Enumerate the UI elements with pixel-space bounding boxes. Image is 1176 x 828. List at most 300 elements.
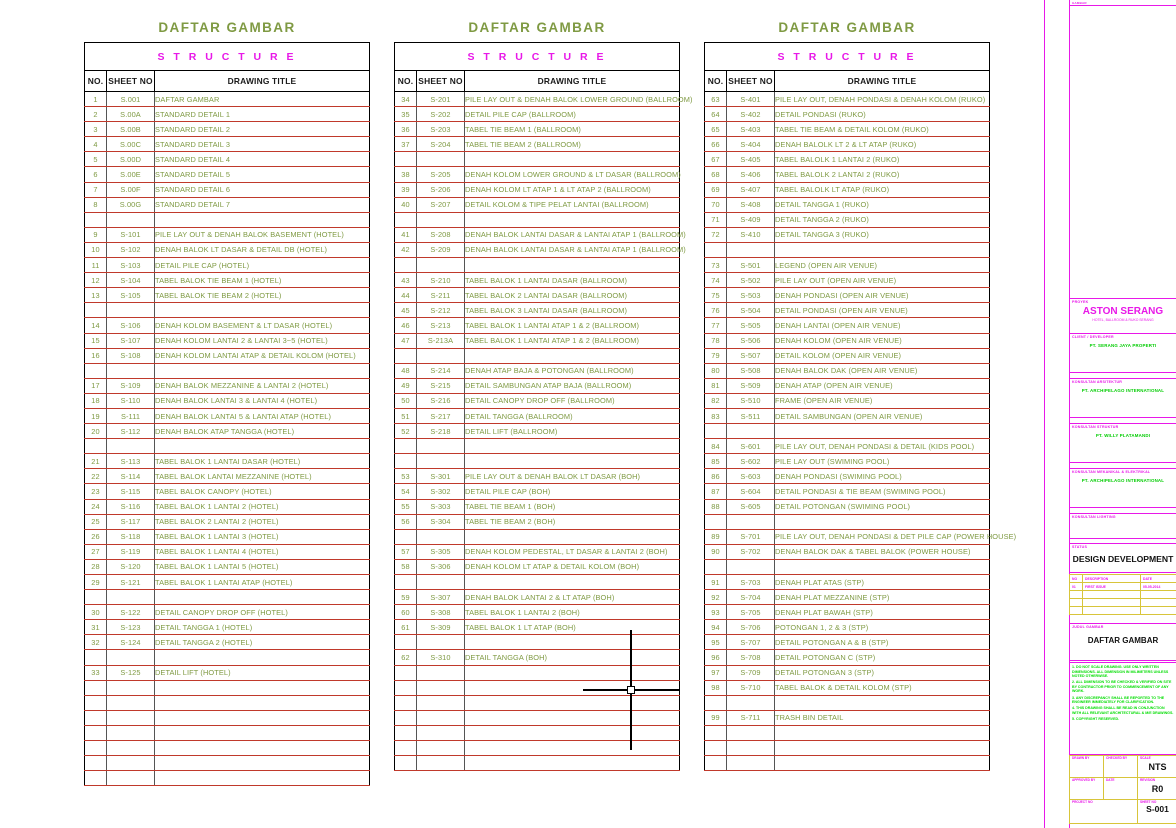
row-sheet-no: S-106	[107, 318, 155, 333]
table-row[interactable]	[395, 484, 680, 499]
table-row[interactable]	[85, 258, 370, 273]
table-row[interactable]	[395, 665, 680, 680]
table-row[interactable]	[395, 650, 680, 665]
row-sheet-no	[417, 725, 465, 740]
row-number	[395, 635, 417, 650]
discipline-header-2: S T R U C T U R E	[395, 43, 680, 71]
row-sheet-no: S-501	[727, 258, 775, 273]
table-row[interactable]	[85, 741, 370, 756]
row-sheet-no: S-206	[417, 182, 465, 197]
row-sheet-no: S-503	[727, 288, 775, 303]
me-consultant-section	[1069, 468, 1176, 508]
table-row[interactable]	[85, 137, 370, 152]
table-row[interactable]	[85, 665, 370, 680]
row-drawing-title: POTONGAN 1, 2 & 3 (STP)	[775, 620, 990, 635]
table-row[interactable]	[705, 258, 990, 273]
row-sheet-no: S-117	[107, 514, 155, 529]
table-row[interactable]	[85, 273, 370, 288]
row-number: 31	[85, 620, 107, 635]
table-row[interactable]	[85, 680, 370, 695]
table-row[interactable]	[705, 348, 990, 363]
row-sheet-no	[107, 771, 155, 786]
row-drawing-title: DETAIL SAMBUNGAN ATAP BAJA (BALLROOM)	[465, 378, 680, 393]
row-sheet-no	[417, 756, 465, 771]
table-row[interactable]	[395, 559, 680, 574]
table-row[interactable]	[85, 182, 370, 197]
structure-name: PT. WILLY PLATAMANDI	[1095, 433, 1151, 438]
table-row[interactable]	[395, 242, 680, 257]
table-row[interactable]	[395, 363, 680, 378]
row-sheet-no: S-709	[727, 665, 775, 680]
row-drawing-title: DAFTAR GAMBAR	[155, 92, 370, 107]
row-number: 59	[395, 590, 417, 605]
table-row[interactable]	[85, 92, 370, 107]
table-row[interactable]	[85, 212, 370, 227]
table-row[interactable]	[705, 620, 990, 635]
table-row[interactable]	[705, 725, 990, 740]
row-drawing-title: PILE LAY OUT, DENAH PONDASI & DENAH KOLOM (RUKO)	[775, 92, 990, 107]
table-row[interactable]	[705, 665, 990, 680]
table-row[interactable]	[85, 439, 370, 454]
row-sheet-no: S-602	[727, 454, 775, 469]
row-drawing-title: TABEL BALOK 1 LANTAI 2 (HOTEL)	[155, 499, 370, 514]
note-item: 3. ANY DISCREPANCY SHALL BE REPORTED TO THE ENGINEER IMMEDIATELY FOR CLARIFICATION.	[1072, 695, 1165, 705]
table-row[interactable]	[395, 288, 680, 303]
row-drawing-title: DETAIL TANGGA 2 (RUKO)	[775, 212, 990, 227]
table-row[interactable]	[395, 167, 680, 182]
table-row[interactable]	[395, 424, 680, 439]
row-drawing-title: STANDARD DETAIL 6	[155, 182, 370, 197]
row-sheet-no: S-113	[107, 454, 155, 469]
row-drawing-title: DETAIL CANOPY DROP OFF (BALLROOM)	[465, 393, 680, 408]
row-number: 47	[395, 333, 417, 348]
table-row[interactable]	[705, 137, 990, 152]
table-row[interactable]	[395, 348, 680, 363]
col-header-sheet-3: SHEET NO	[727, 71, 775, 92]
table-row[interactable]	[395, 227, 680, 242]
row-drawing-title	[775, 424, 990, 439]
revision-row[interactable]	[1070, 599, 1176, 607]
table-row[interactable]	[395, 756, 680, 771]
project-subtitle: HOTEL, BALLROOM & RUKO SERANG	[1092, 318, 1154, 322]
table-row[interactable]	[85, 318, 370, 333]
date-value	[1106, 782, 1135, 784]
row-sheet-no: S-205	[417, 167, 465, 182]
table-row[interactable]	[85, 650, 370, 665]
row-number: 26	[85, 529, 107, 544]
table-row[interactable]	[395, 544, 680, 559]
table-row[interactable]	[705, 273, 990, 288]
row-number: 57	[395, 544, 417, 559]
table-row[interactable]	[395, 620, 680, 635]
row-drawing-title	[465, 529, 680, 544]
table-row[interactable]	[395, 303, 680, 318]
row-sheet-no: S-405	[727, 152, 775, 167]
row-sheet-no: S-302	[417, 484, 465, 499]
table-row[interactable]	[705, 167, 990, 182]
row-number	[705, 756, 727, 771]
table-row[interactable]	[85, 333, 370, 348]
row-sheet-no: S-707	[727, 635, 775, 650]
row-sheet-no: S-109	[107, 378, 155, 393]
table-row[interactable]	[395, 92, 680, 107]
scale-label: SCALE	[1140, 756, 1151, 760]
table-row[interactable]	[705, 303, 990, 318]
table-row[interactable]	[395, 529, 680, 544]
table-row[interactable]	[85, 771, 370, 786]
row-number	[85, 650, 107, 665]
table-row[interactable]	[705, 242, 990, 257]
table-row[interactable]	[85, 303, 370, 318]
row-drawing-title: DENAH LANTAI (OPEN AIR VENUE)	[775, 318, 990, 333]
row-number	[85, 363, 107, 378]
row-drawing-title: DETAIL TANGGA 1 (RUKO)	[775, 197, 990, 212]
col-header-drawing-2: DRAWING TITLE	[465, 71, 680, 92]
table-row[interactable]	[395, 695, 680, 710]
row-number: 65	[705, 122, 727, 137]
row-drawing-title: DENAH KOLOM LT ATAP 1 & LT ATAP 2 (BALLROOM)	[465, 182, 680, 197]
row-number: 21	[85, 454, 107, 469]
row-drawing-title: DENAH KOLOM LOWER GROUND & LT DASAR (BALLROOM)	[465, 167, 680, 182]
table-row[interactable]	[85, 363, 370, 378]
row-sheet-no: S-110	[107, 393, 155, 408]
row-number: 62	[395, 650, 417, 665]
table-row[interactable]	[85, 424, 370, 439]
table-row[interactable]	[705, 695, 990, 710]
row-number: 46	[395, 318, 417, 333]
row-number: 42	[395, 242, 417, 257]
table-row[interactable]	[85, 756, 370, 771]
row-sheet-no: S-409	[727, 212, 775, 227]
row-number: 55	[395, 499, 417, 514]
row-sheet-no: S-207	[417, 197, 465, 212]
table-row[interactable]	[85, 242, 370, 257]
row-sheet-no	[107, 212, 155, 227]
table-row[interactable]	[85, 469, 370, 484]
row-number: 80	[705, 363, 727, 378]
row-number: 86	[705, 469, 727, 484]
table-row[interactable]	[85, 544, 370, 559]
table-row[interactable]	[85, 408, 370, 423]
row-number: 10	[85, 242, 107, 257]
row-drawing-title: DENAH KOLOM BASEMENT & LT DASAR (HOTEL)	[155, 318, 370, 333]
table-row[interactable]	[85, 499, 370, 514]
table-row[interactable]	[395, 122, 680, 137]
table-row[interactable]	[705, 454, 990, 469]
row-number: 15	[85, 333, 107, 348]
table-row[interactable]	[85, 590, 370, 605]
row-number: 70	[705, 197, 727, 212]
row-number: 88	[705, 499, 727, 514]
row-drawing-title: DETAIL KOLOM & TIPE PELAT LANTAI (BALLROOM)	[465, 197, 680, 212]
table-row[interactable]	[705, 182, 990, 197]
row-drawing-title: DENAH PLAT MEZZANINE (STP)	[775, 590, 990, 605]
table-row[interactable]	[395, 725, 680, 740]
me-name: PT. ARCHIPELAGO INTERNATIONAL	[1081, 478, 1165, 483]
revision-table	[1069, 574, 1176, 615]
row-sheet-no: S-120	[107, 559, 155, 574]
table-row[interactable]	[705, 393, 990, 408]
table-row[interactable]	[705, 288, 990, 303]
row-drawing-title: DETAIL PILE CAP (BOH)	[465, 484, 680, 499]
row-drawing-title: TABEL TIE BEAM & DETAIL KOLOM (RUKO)	[775, 122, 990, 137]
row-drawing-title: DENAH BALOK LANTAI 3 & LANTAI 4 (HOTEL)	[155, 393, 370, 408]
row-drawing-title: TABEL TIE BEAM 2 (BALLROOM)	[465, 137, 680, 152]
row-number: 93	[705, 605, 727, 620]
row-drawing-title: DENAH BALOK LANTAI 2 & LT ATAP (BOH)	[465, 590, 680, 605]
table-row[interactable]	[705, 197, 990, 212]
table-row[interactable]	[705, 469, 990, 484]
row-sheet-no: S-211	[417, 288, 465, 303]
row-drawing-title: TABEL BALOK CANOPY (HOTEL)	[155, 484, 370, 499]
row-drawing-title	[465, 258, 680, 273]
table-row[interactable]	[85, 288, 370, 303]
architect-label: KONSULTAN ARSITEKTUR	[1072, 380, 1123, 384]
row-sheet-no: S-118	[107, 529, 155, 544]
table-row[interactable]	[85, 152, 370, 167]
row-sheet-no: S-101	[107, 227, 155, 242]
table-row[interactable]	[705, 680, 990, 695]
row-sheet-no: S-303	[417, 499, 465, 514]
revision-row[interactable]	[1070, 607, 1176, 615]
table-row[interactable]	[395, 454, 680, 469]
row-drawing-title: TABEL BALOK LANTAI MEZZANINE (HOTEL)	[155, 469, 370, 484]
row-number: 71	[705, 212, 727, 227]
row-sheet-no: S-213A	[417, 333, 465, 348]
column-title-2: DAFTAR GAMBAR	[468, 20, 606, 35]
table-row[interactable]	[85, 605, 370, 620]
row-number: 17	[85, 378, 107, 393]
table-row[interactable]	[85, 559, 370, 574]
table-row[interactable]	[705, 92, 990, 107]
table-row[interactable]	[395, 333, 680, 348]
row-number: 81	[705, 378, 727, 393]
table-row[interactable]	[705, 575, 990, 590]
table-row[interactable]	[395, 408, 680, 423]
structure-label: KONSULTAN STRUKTUR	[1072, 425, 1119, 429]
table-row[interactable]	[395, 152, 680, 167]
lighting-name	[1070, 519, 1176, 527]
table-row[interactable]	[705, 544, 990, 559]
row-sheet-no: S-502	[727, 273, 775, 288]
sheet-no-label: SHEET NO	[1140, 800, 1157, 804]
table-row[interactable]	[395, 635, 680, 650]
table-row[interactable]	[395, 258, 680, 273]
row-number	[705, 514, 727, 529]
row-drawing-title: DETAIL SAMBUNGAN (OPEN AIR VENUE)	[775, 408, 990, 423]
table-row[interactable]	[395, 741, 680, 756]
table-row[interactable]	[85, 378, 370, 393]
project-no-cell	[1070, 800, 1138, 824]
title-block	[1044, 0, 1176, 828]
row-drawing-title	[155, 710, 370, 725]
table-row[interactable]	[85, 167, 370, 182]
table-row[interactable]	[85, 620, 370, 635]
table-row[interactable]	[85, 348, 370, 363]
table-row[interactable]	[705, 499, 990, 514]
table-row[interactable]	[705, 424, 990, 439]
row-sheet-no	[417, 212, 465, 227]
row-number: 11	[85, 258, 107, 273]
table-row[interactable]	[85, 197, 370, 212]
table-row[interactable]	[85, 107, 370, 122]
row-drawing-title	[465, 725, 680, 740]
table-row[interactable]	[395, 575, 680, 590]
table-row[interactable]	[705, 318, 990, 333]
row-sheet-no: S.00D	[107, 152, 155, 167]
table-row[interactable]	[705, 333, 990, 348]
row-number: 5	[85, 152, 107, 167]
table-row[interactable]	[705, 484, 990, 499]
row-drawing-title: DETAIL TANGGA 1 (HOTEL)	[155, 620, 370, 635]
row-sheet-no: S-115	[107, 484, 155, 499]
table-row[interactable]	[395, 318, 680, 333]
row-sheet-no: S-107	[107, 333, 155, 348]
row-sheet-no	[417, 454, 465, 469]
structure-consultant-section	[1069, 423, 1176, 463]
revision-description	[1083, 591, 1141, 599]
row-sheet-no: S-505	[727, 318, 775, 333]
row-sheet-no: S.001	[107, 92, 155, 107]
table-row[interactable]	[395, 107, 680, 122]
row-number	[705, 725, 727, 740]
table-row[interactable]	[705, 439, 990, 454]
table-row[interactable]	[395, 182, 680, 197]
table-row[interactable]	[395, 212, 680, 227]
row-sheet-no: S-202	[417, 107, 465, 122]
table-row[interactable]	[705, 212, 990, 227]
row-number: 12	[85, 273, 107, 288]
row-sheet-no: S-510	[727, 393, 775, 408]
row-drawing-title: FRAME (OPEN AIR VENUE)	[775, 393, 990, 408]
row-sheet-no	[727, 424, 775, 439]
row-sheet-no	[417, 680, 465, 695]
table-row[interactable]	[85, 393, 370, 408]
row-drawing-title: STANDARD DETAIL 2	[155, 122, 370, 137]
drawing-list-table-3	[704, 42, 1017, 771]
row-drawing-title: STANDARD DETAIL 1	[155, 107, 370, 122]
table-row[interactable]	[705, 152, 990, 167]
row-number	[85, 725, 107, 740]
table-row[interactable]	[85, 484, 370, 499]
row-drawing-title: TABEL BALOK 1 LT ATAP (BOH)	[465, 620, 680, 635]
table-row[interactable]	[705, 559, 990, 574]
table-row[interactable]	[85, 710, 370, 725]
table-row[interactable]	[705, 363, 990, 378]
table-row[interactable]	[705, 650, 990, 665]
table-row[interactable]	[705, 529, 990, 544]
table-row[interactable]	[85, 514, 370, 529]
row-number	[85, 680, 107, 695]
row-drawing-title: TABEL BALOLK LT ATAP (RUKO)	[775, 182, 990, 197]
table-row[interactable]	[85, 454, 370, 469]
table-row[interactable]	[705, 227, 990, 242]
table-row[interactable]	[705, 741, 990, 756]
row-drawing-title: DETAIL LIFT (BALLROOM)	[465, 424, 680, 439]
table-row[interactable]	[85, 725, 370, 740]
row-number	[705, 559, 727, 574]
table-row[interactable]	[705, 756, 990, 771]
table-row[interactable]	[705, 590, 990, 605]
table-row[interactable]	[395, 605, 680, 620]
note-item: 4. THIS DRAWING SHALL BE READ IN CONJUNCTION WITH ALL RELEVANT ARCHITECTURAL & M/E DRAWINGS.	[1072, 706, 1174, 715]
revision-table-body	[1070, 583, 1176, 615]
table-row[interactable]	[395, 590, 680, 605]
table-row[interactable]	[395, 499, 680, 514]
row-number: 33	[85, 665, 107, 680]
row-number: 94	[705, 620, 727, 635]
row-number: 95	[705, 635, 727, 650]
checked-by-label: CHECKED BY	[1106, 756, 1128, 760]
row-drawing-title: DETAIL LIFT (HOTEL)	[155, 665, 370, 680]
table-row[interactable]	[705, 378, 990, 393]
table-row[interactable]	[395, 469, 680, 484]
table-row[interactable]	[85, 227, 370, 242]
row-number: 77	[705, 318, 727, 333]
revision-date	[1141, 599, 1176, 607]
row-number: 74	[705, 273, 727, 288]
table-row[interactable]	[395, 439, 680, 454]
row-drawing-title: DENAH BALOK DAK (OPEN AIR VENUE)	[775, 363, 990, 378]
row-drawing-title: DETAIL PONDASI & TIE BEAM (SWIMING POOL)	[775, 484, 990, 499]
table-row[interactable]	[705, 710, 990, 725]
table-row[interactable]	[85, 695, 370, 710]
row-drawing-title	[465, 665, 680, 680]
row-drawing-title: DETAIL POTONGAN A & B (STP)	[775, 635, 990, 650]
row-drawing-title: STANDARD DETAIL 7	[155, 197, 370, 212]
row-sheet-no: S-111	[107, 408, 155, 423]
table-row[interactable]	[85, 529, 370, 544]
table-row[interactable]	[395, 680, 680, 695]
table-row[interactable]	[395, 197, 680, 212]
row-drawing-title: STANDARD DETAIL 4	[155, 152, 370, 167]
table-row[interactable]	[705, 107, 990, 122]
table-row[interactable]	[395, 273, 680, 288]
table-row[interactable]	[705, 122, 990, 137]
row-drawing-title: DENAH ATAP BAJA & POTONGAN (BALLROOM)	[465, 363, 680, 378]
table-row[interactable]	[705, 605, 990, 620]
table-row[interactable]	[705, 635, 990, 650]
client-section	[1069, 333, 1176, 373]
row-drawing-title: TABEL BALOLK 2 LANTAI 2 (RUKO)	[775, 167, 990, 182]
drawn-by-value	[1072, 760, 1101, 762]
row-drawing-title: TABEL BALOK 1 LANTAI 5 (HOTEL)	[155, 559, 370, 574]
row-number: 44	[395, 288, 417, 303]
row-sheet-no: S-603	[727, 469, 775, 484]
row-number: 72	[705, 227, 727, 242]
row-sheet-no: S-203	[417, 122, 465, 137]
table-row[interactable]	[85, 122, 370, 137]
row-number: 20	[85, 424, 107, 439]
table-row[interactable]	[395, 137, 680, 152]
table-row[interactable]	[705, 408, 990, 423]
table-row[interactable]	[705, 514, 990, 529]
row-number: 56	[395, 514, 417, 529]
table-row[interactable]	[395, 514, 680, 529]
table-row[interactable]	[85, 575, 370, 590]
row-sheet-no	[417, 695, 465, 710]
table-row[interactable]	[395, 710, 680, 725]
row-number: 79	[705, 348, 727, 363]
revision-row[interactable]	[1070, 591, 1176, 599]
table-row[interactable]	[85, 635, 370, 650]
row-sheet-no: S-504	[727, 303, 775, 318]
revision-row[interactable]	[1070, 583, 1176, 591]
drawing-list-body-1	[85, 92, 370, 786]
table-row[interactable]	[395, 378, 680, 393]
table-row[interactable]	[395, 393, 680, 408]
row-number	[85, 695, 107, 710]
